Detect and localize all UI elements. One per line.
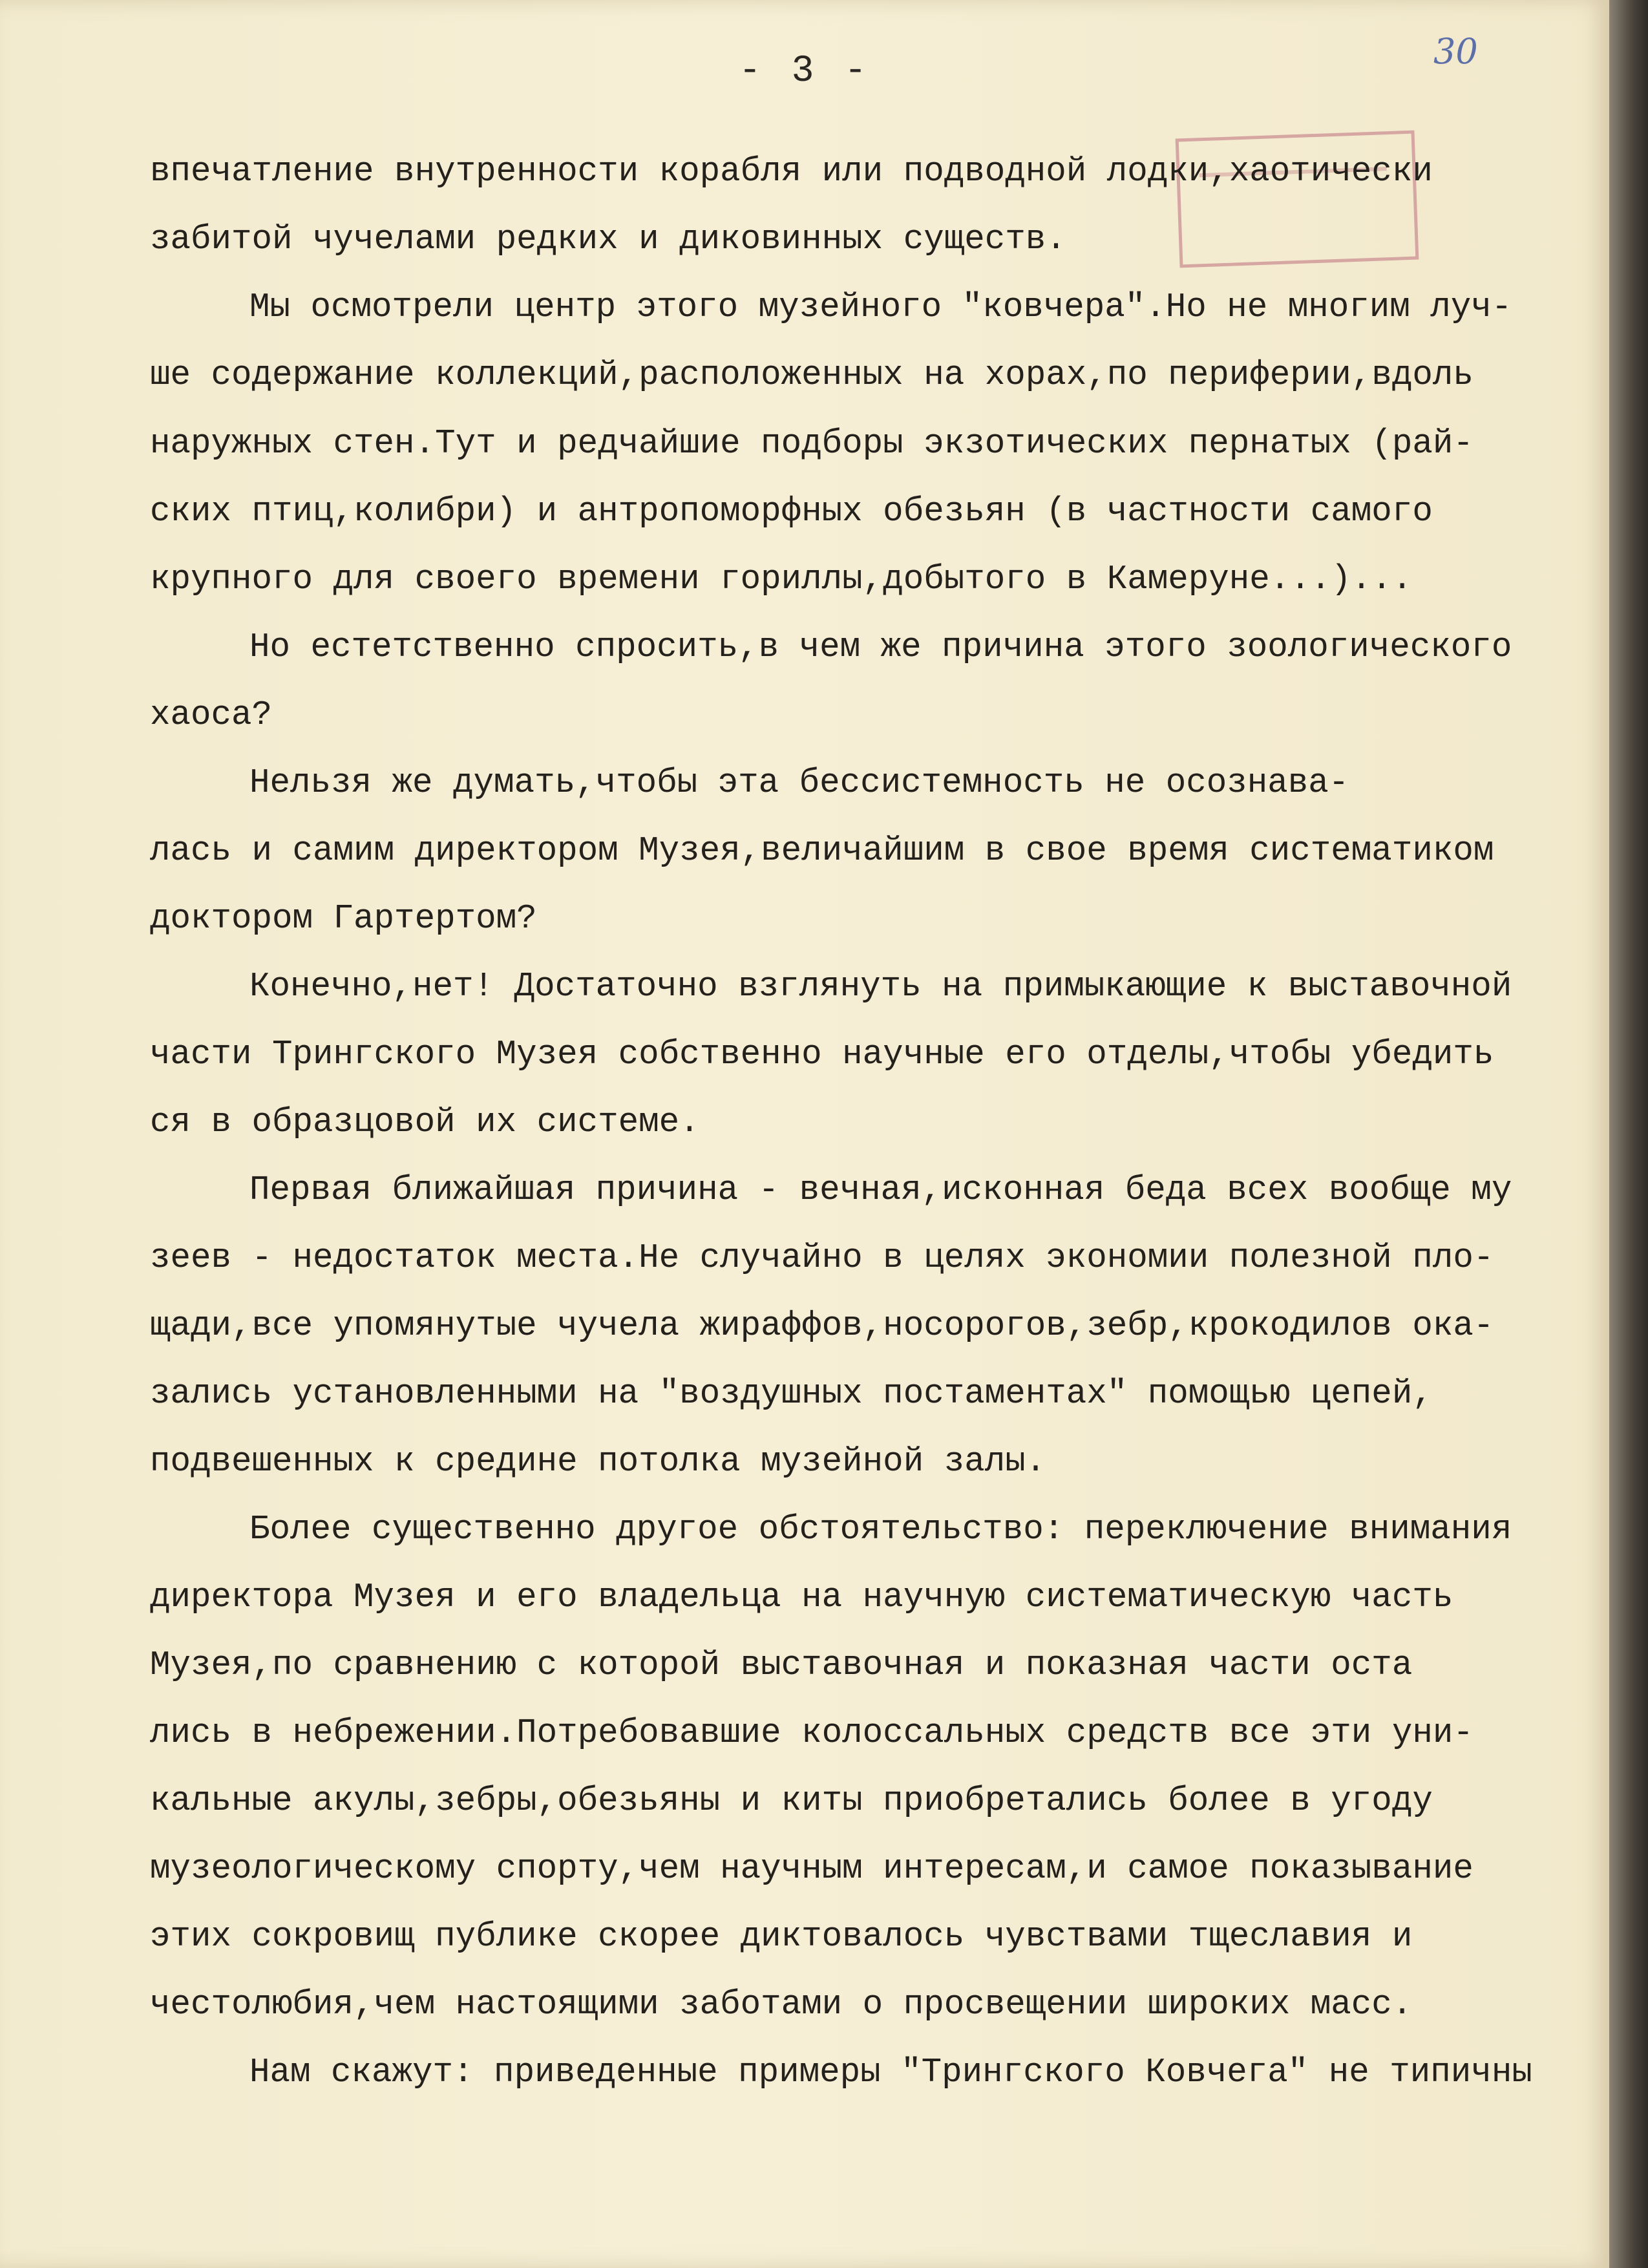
text-line: Первая ближайшая причина - вечная,исконная беда всех вообще му (249, 1171, 1512, 1209)
text-line: забитой чучелами редких и диковинных существ. (150, 220, 1066, 259)
text-line: впечатление внутренности корабля или подводной лодки,хаотически (150, 152, 1433, 191)
text-line: части Трингского Музея собственно научные его отделы,чтобы убедить (150, 1035, 1494, 1074)
text-line: зались установленными на "воздушных постаментах" помощью цепей, (150, 1374, 1433, 1413)
text-line: подвешенных к средине потолка музейной залы. (150, 1442, 1046, 1481)
text-line: ся в образцовой их системе. (150, 1103, 700, 1141)
text-line: Более существенно другое обстоятельство: переключение внимания (249, 1510, 1512, 1549)
text-line: Но естетственно спросить,в чем же причина этого зоологического (249, 628, 1512, 666)
text-line: доктором Гартертом? (150, 899, 537, 938)
text-line: крупного для своего времени гориллы,добытого в Камеруне...)... (150, 560, 1413, 599)
text-line: лись в небрежении.Потребовавшие колоссальных средств все эти уни- (150, 1713, 1474, 1752)
text-line: зеев - недостаток места.Не случайно в целях экономии полезной пло- (150, 1238, 1494, 1277)
text-line: хаоса? (150, 695, 273, 734)
text-line: наружных стен.Тут и редчайшие подборы экзотических пернатых (рай- (150, 424, 1474, 463)
archive-number-handwritten: 30 (1433, 31, 1478, 72)
page-number: - 3 - (738, 50, 871, 92)
text-line: щади,все упомянутые чучела жираффов,носорогов,зебр,крокодилов ока- (150, 1306, 1494, 1345)
text-line: кальные акулы,зебры,обезьяны и киты приобретались более в угоду (150, 1781, 1433, 1820)
text-line: честолюбия,чем настоящими заботами о просвещении широких масс. (150, 1985, 1413, 2024)
text-line: ских птиц,колибри) и антропоморфных обезьян (в частности самого (150, 492, 1433, 531)
text-line: Мы осмотрели центр этого музейного "ковчера".Но не многим луч- (249, 288, 1512, 326)
text-line: Музея,по сравнению с которой выставочная и показная части оста (150, 1646, 1413, 1684)
text-line: Нельзя же думать,чтобы эта бессистемность не осознава- (249, 763, 1349, 802)
text-line: Нам скажут: приведенные примеры "Трингского Ковчега" не типичны (249, 2053, 1532, 2092)
text-line: Конечно,нет! Достаточно взглянуть на примыкающие к выставочной (249, 967, 1512, 1006)
text-line: музеологическому спорту,чем научным интересам,и самое показывание (150, 1849, 1474, 1888)
text-line: ше содержание коллекций,расположенных на хорах,по периферии,вдоль (150, 355, 1474, 394)
text-line: директора Музея и его владельца на научную систематическую часть (150, 1578, 1453, 1616)
text-line: этих сокровищ публике скорее диктовалось чувствами тщеславия и (150, 1917, 1413, 1956)
text-line: лась и самим директором Музея,величайшим в свое время систематиком (150, 831, 1494, 870)
scan-edge (1609, 0, 1648, 2268)
